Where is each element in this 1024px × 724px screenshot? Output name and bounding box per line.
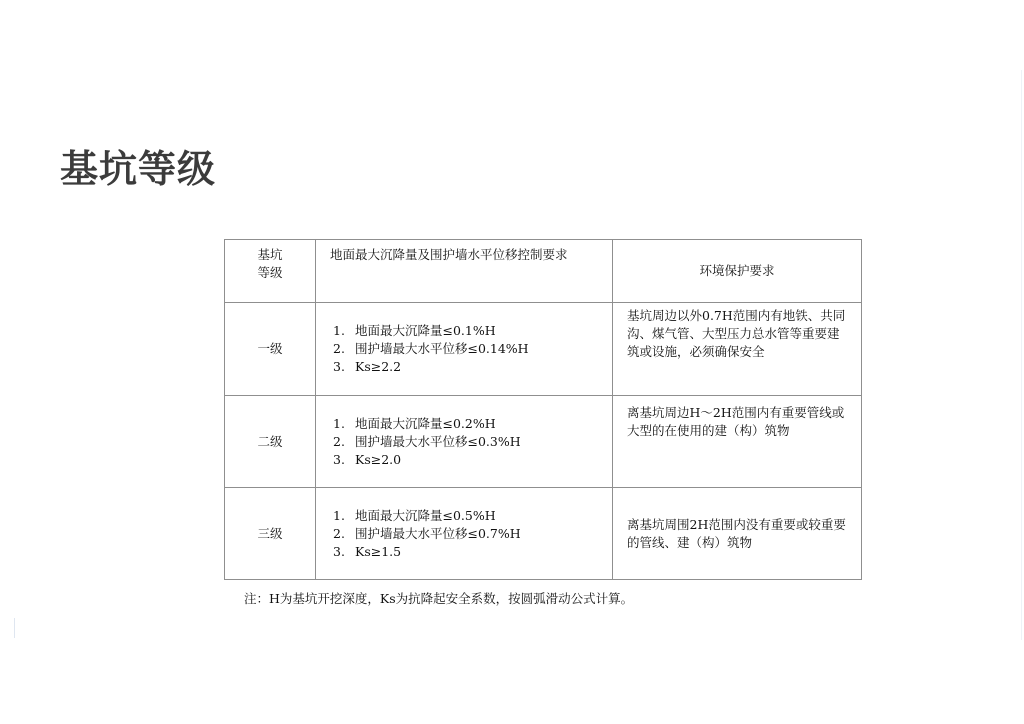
header-grade: 基坑 等级	[225, 240, 316, 303]
row-grade: 二级	[225, 396, 316, 488]
item-number: 2.	[333, 525, 345, 541]
header-settlement: 地面最大沉降量及围护墙水平位移控制要求	[316, 240, 613, 303]
requirement-item	[317, 451, 611, 469]
item-text: Ks≥2.0	[355, 451, 402, 467]
item-text: 地面最大沉降量≤0.2%H	[355, 415, 496, 431]
item-text: Ks≥1.5	[355, 543, 402, 559]
table-row	[225, 303, 862, 396]
requirement-item	[317, 543, 611, 561]
requirement-item	[317, 525, 611, 543]
item-number: 3.	[333, 451, 345, 467]
row-grade: 一级	[225, 303, 316, 396]
table-footnote: 注：H为基坑开挖深度，Ks为抗降起安全系数，按圆弧滑动公式计算。	[244, 591, 634, 606]
row-requirements	[316, 488, 613, 580]
item-number: 1.	[333, 323, 345, 338]
item-text: Ks≥2.2	[355, 359, 402, 374]
foundation-pit-grade-table	[224, 239, 862, 580]
requirement-item	[317, 415, 611, 433]
item-number: 2.	[333, 341, 345, 356]
slide-edge-right	[1021, 70, 1022, 640]
requirement-item	[317, 433, 611, 451]
row-grade: 三级	[225, 488, 316, 580]
item-text: 围护墙最大水平位移≤0.14%H	[355, 341, 529, 356]
item-number: 1.	[333, 507, 345, 523]
requirement-item	[317, 507, 611, 525]
table-row	[225, 488, 862, 580]
page-title: 基坑等级	[60, 147, 217, 191]
item-number: 2.	[333, 433, 345, 449]
item-text: 地面最大沉降量≤0.5%H	[355, 507, 496, 523]
requirement-item	[317, 358, 611, 376]
row-env-requirement: 离基坑周边H～2H范围内有重要管线或大型的在使用的建（构）筑物	[613, 396, 862, 488]
item-text: 围护墙最大水平位移≤0.3%H	[355, 433, 521, 449]
slide-edge-left	[14, 618, 15, 638]
table-row	[225, 396, 862, 488]
row-env-requirement: 离基坑周围2H范围内没有重要或较重要的管线、建（构）筑物	[613, 488, 862, 580]
requirement-item	[317, 322, 611, 340]
row-requirements	[316, 396, 613, 488]
item-text: 地面最大沉降量≤0.1%H	[355, 323, 496, 338]
item-number: 1.	[333, 415, 345, 431]
table-header-row	[225, 240, 862, 303]
requirement-item	[317, 340, 611, 358]
item-text: 围护墙最大水平位移≤0.7%H	[355, 525, 521, 541]
row-requirements	[316, 303, 613, 396]
item-number: 3.	[333, 359, 345, 374]
row-env-requirement: 基坑周边以外0.7H范围内有地铁、共同沟、煤气管、大型压力总水管等重要建筑或设施，必须确保安全	[613, 303, 862, 396]
header-env: 环境保护要求	[613, 240, 862, 303]
item-number: 3.	[333, 543, 345, 559]
